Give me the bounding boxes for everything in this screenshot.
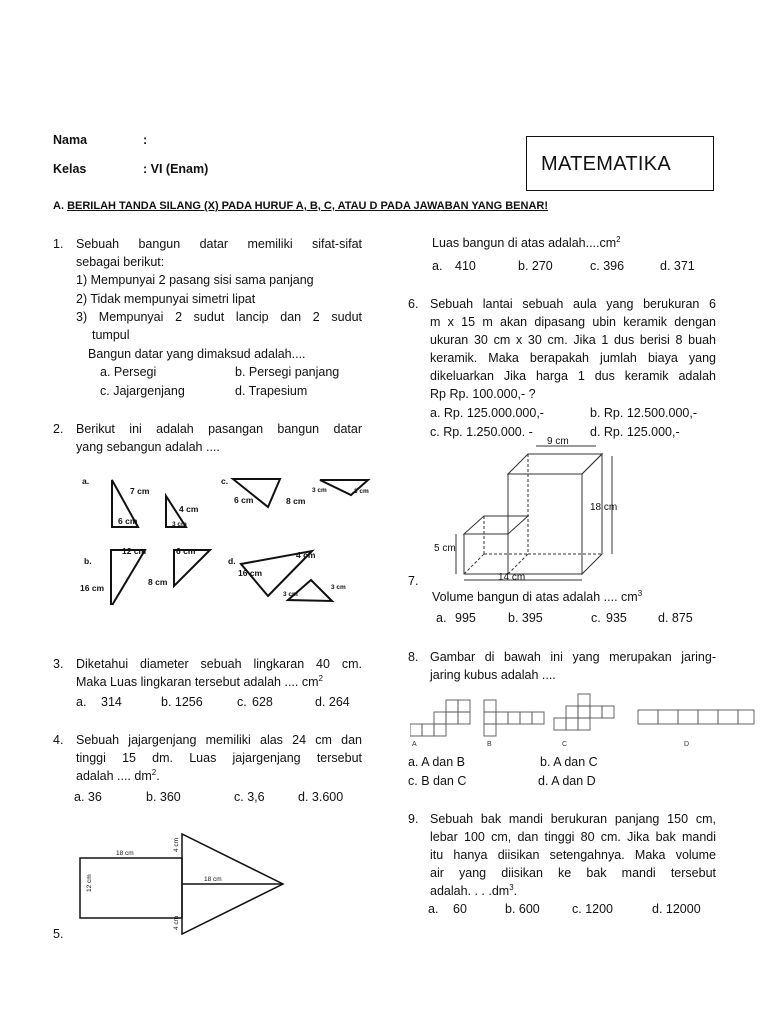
q2-line2: yang sebangun adalah .... — [76, 440, 220, 454]
q7-option-a-value: 995 — [455, 611, 476, 625]
q6-option-b: b. Rp. 12.500.000,- — [590, 406, 698, 420]
q1-line2: sebagai berikut: — [76, 255, 165, 269]
q3-number: 3. — [53, 657, 64, 671]
q8-cube-nets-figure — [410, 690, 760, 750]
fig-a-7cm: 7 cm — [130, 486, 150, 496]
q5-option-d: d. 371 — [660, 259, 695, 273]
net-label-b: B — [487, 741, 492, 748]
q3-option-a-letter: a. — [76, 695, 87, 709]
q6-option-c: c. Rp. 1.250.000. - — [430, 425, 533, 439]
q5-option-a-letter: a. — [432, 259, 443, 273]
q9-line1: Sebuah bak mandi berukuran panjang 150 cm, — [430, 812, 716, 826]
cube-net-d — [638, 710, 754, 724]
q9-line3: itu hanya diisikan setengahnya. Maka volume — [430, 848, 716, 862]
q6-option-d: d. Rp. 125.000,- — [590, 425, 680, 439]
q1-question: Bangun datar yang dimaksud adalah.... — [88, 347, 306, 361]
fig-c-3cm-a: 3 cm — [312, 487, 327, 494]
q1-option-b: b. Persegi panjang — [235, 365, 340, 379]
q8-option-d: d. A dan D — [538, 774, 596, 788]
fig-b-16cm: 16 cm — [80, 583, 105, 593]
q6-number: 6. — [408, 297, 419, 311]
q6-line2: m x 15 m akan dipasang ubin keramik dengan — [430, 315, 716, 329]
section-a-instruction — [53, 200, 548, 212]
q8-option-b: b. A dan C — [540, 755, 598, 769]
fig-d-16cm: 16 cm — [238, 568, 263, 578]
subject-title: MATEMATIKA — [541, 153, 672, 175]
net-label-d: D — [684, 741, 690, 748]
q8-number: 8. — [408, 650, 419, 664]
q5-label-mid: 18 cm — [204, 876, 222, 883]
q6-line5: dikeluarkan Jika harga 1 dus keramik adalah — [430, 369, 716, 383]
q5-label-top: 18 cm — [116, 850, 134, 857]
q3-option-d: d. 264 — [315, 695, 350, 709]
q3-option-c-letter: c. — [237, 695, 247, 709]
cube-net-b — [484, 700, 544, 736]
q3-option-c-value: 628 — [252, 695, 273, 709]
q9-option-d: d. 12000 — [652, 902, 701, 916]
fig-d-4cm: 4 cm — [296, 550, 316, 560]
q5-option-c: c. 396 — [590, 259, 625, 273]
fig-c-label: c. — [221, 476, 229, 486]
fig-a-3cm: 3 cm — [172, 521, 187, 528]
q7-option-b: b. 395 — [508, 611, 543, 625]
q1-prop-3b: tumpul — [92, 328, 130, 342]
q9-option-b: b. 600 — [505, 902, 540, 916]
class-value: : VI (Enam) — [143, 162, 209, 176]
fig-b-8cm: 8 cm — [148, 577, 168, 587]
q5-option-b: b. 270 — [518, 259, 553, 273]
q4-line3: adalah .... $dm^2$. — [76, 767, 160, 783]
cube-net-c — [554, 694, 614, 730]
q1-prop-1: 1) Mempunyai 2 pasang sisi sama panjang — [76, 273, 314, 287]
fig-b-label: b. — [84, 556, 92, 566]
fig-a-4cm: 4 cm — [179, 504, 199, 514]
section-a-text: BERILAH TANDA SILANG (X) PADA HURUF A, B, C, ATAU D PADA JAWABAN YANG BENAR! — [67, 200, 549, 212]
q7-question: Volume bangun di atas adalah .... $cm^3$ — [432, 588, 643, 604]
q8-option-c: c. B dan C — [408, 774, 467, 788]
fig-b-6cm: 6 cm — [176, 546, 196, 556]
q4-line2: tinggi 15 dm. Luas jajargenjang tersebut — [76, 751, 362, 765]
q4-option-a: a. 36 — [74, 790, 102, 804]
q8-line1: Gambar di bawah ini yang merupakan jaring- — [430, 650, 716, 664]
fig-d-3cm-b: 3 cm — [283, 591, 298, 598]
q7-option-c-letter: c. — [591, 611, 601, 625]
q9-number: 9. — [408, 812, 419, 826]
q1-prop-2: 2) Tidak mempunyai simetri lipat — [76, 292, 256, 306]
q9-line4: air yang diisikan ke bak mandi tersebut — [430, 866, 716, 880]
q7-number: 7. — [408, 574, 419, 588]
q7-label-5cm: 5 cm — [434, 543, 456, 554]
class-label: Kelas — [53, 162, 87, 176]
q2-similar-triangles-figure — [78, 470, 378, 605]
q3-option-a-value: 314 — [101, 695, 122, 709]
q3-option-b: b. 1256 — [161, 695, 203, 709]
section-a-prefix: A. — [53, 200, 64, 212]
q6-line3: ukuran 30 cm x 30 cm. Jika 1 dus berisi 8 buah — [430, 333, 716, 347]
q5-rectangle — [80, 858, 182, 918]
q6-line4: keramik. Maka berapakah jumlah biaya yang — [430, 351, 716, 365]
q3-line2: Maka Luas lingkaran tersebut adalah .... $cm^2$ — [76, 673, 323, 689]
q1-number: 1. — [53, 237, 64, 251]
q4-option-b: b. 360 — [146, 790, 181, 804]
q5-label-up: 4 cm — [173, 837, 180, 852]
triangle-b1 — [111, 550, 145, 605]
q4-option-c: c. 3,6 — [234, 790, 265, 804]
net-label-c: C — [562, 741, 568, 748]
q1-prop-3: 3) Mempunyai 2 sudut lancip dan 2 sudut — [76, 310, 362, 324]
q1-option-d: d. Trapesium — [235, 384, 308, 398]
fig-a-6cm: 6 cm — [118, 516, 138, 526]
fig-d-3cm-a: 3 cm — [331, 584, 346, 591]
q9-option-a-letter: a. — [428, 902, 439, 916]
q4-option-d: d. 3.600 — [298, 790, 344, 804]
q7-option-d: d. 875 — [658, 611, 693, 625]
q7-composite-cuboid-figure — [432, 436, 632, 584]
q4-number: 4. — [53, 733, 64, 747]
q5-label-left: 12 cm — [86, 874, 93, 892]
q6-option-a: a. Rp. 125.000.000,- — [430, 406, 544, 420]
subject-box — [526, 136, 714, 191]
fig-c-6cm: 6 cm — [234, 495, 254, 505]
q1-option-c: c. Jajargenjang — [100, 384, 185, 398]
q9-option-a-value: 60 — [453, 902, 467, 916]
q3-line1: Diketahui diameter sebuah lingkaran 40 cm. — [76, 657, 362, 671]
q8-line2: jaring kubus adalah .... — [430, 668, 556, 682]
q5-composite-shape-figure — [78, 826, 293, 936]
name-colon: : — [143, 133, 148, 147]
fig-b-12cm: 12 cm — [122, 546, 147, 556]
q7-label-9cm: 9 cm — [547, 436, 569, 447]
q9-line5: adalah. . . $.dm^3$. — [430, 882, 518, 898]
q7-label-18cm: 18 cm — [590, 502, 618, 513]
q9-option-c: c. 1200 — [572, 902, 614, 916]
q6-line6: Rp Rp. 100.000,- ? — [430, 387, 536, 401]
q6-line1: Sebuah lantai sebuah aula yang berukuran 6 — [430, 297, 716, 311]
q8-option-a: a. A dan B — [408, 755, 465, 769]
name-label: Nama — [53, 133, 88, 147]
fig-d-label: d. — [228, 556, 236, 566]
q7-option-a-letter: a. — [436, 611, 447, 625]
fig-c-8cm: 8 cm — [286, 496, 306, 506]
cube-net-a — [410, 700, 470, 736]
q9-line2: lebar 100 cm, dan tinggi 80 cm. Jika bak mandi — [430, 830, 716, 844]
fig-c-3cm-b: 3 cm — [354, 488, 369, 495]
q1-line1: Sebuah bangun datar memiliki sifat-sifat — [76, 237, 362, 251]
q7-option-c-value: 935 — [606, 611, 627, 625]
fig-a-label: a. — [82, 476, 90, 486]
q2-line1: Berikut ini adalah pasangan bangun datar — [76, 422, 362, 436]
q7-label-14cm: 14 cm — [498, 572, 526, 583]
q5-option-a-value: 410 — [455, 259, 476, 273]
net-label-a: A — [412, 741, 417, 748]
q5-label-down: 4 cm — [173, 915, 180, 930]
q5-question: Luas bangun di atas $adalah....cm^2$ — [432, 234, 621, 250]
q2-number: 2. — [53, 422, 64, 436]
q5-number: 5. — [53, 927, 64, 941]
q1-option-a: a. Persegi — [100, 365, 157, 379]
q4-line1: Sebuah jajargenjang memiliki alas 24 cm dan — [76, 733, 362, 747]
